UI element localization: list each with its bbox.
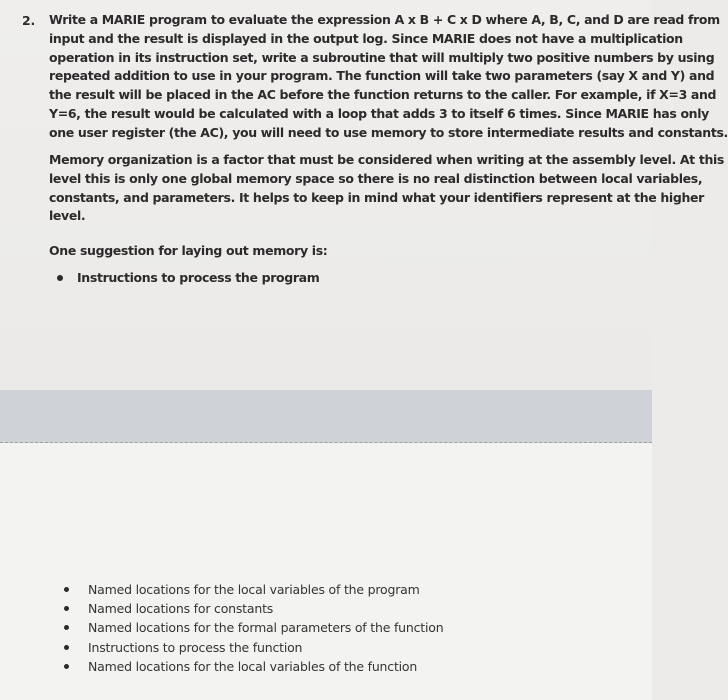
paragraph-line: the result will be placed in the AC before the function returns to the caller. For example, if X=3 and — [49, 87, 717, 103]
paragraph-line: constants, and parameters. It helps to keep in mind what your identifiers represent at the higher — [49, 189, 704, 205]
gray-separator-band — [0, 390, 652, 443]
list-item — [64, 657, 624, 676]
top-bullet-list — [57, 268, 617, 288]
paragraph-line: one user register (the AC), you will need to use memory to store intermediate results and constants. — [49, 124, 728, 140]
list-item-label: Named locations for the local variables of the function — [88, 658, 418, 674]
list-item — [64, 638, 624, 657]
list-item-label: Instructions to process the program — [77, 270, 320, 285]
suggestion-text — [49, 242, 629, 261]
list-item — [64, 580, 624, 599]
bullet-icon — [64, 645, 69, 650]
bullet-icon — [57, 275, 63, 281]
bullet-icon — [64, 664, 69, 669]
bullet-icon — [64, 606, 69, 611]
question-number: 2. — [22, 13, 36, 28]
paragraph-line: Memory organization is a factor that must be considered when writing at the assembly level. At this — [49, 152, 725, 167]
bullet-icon — [64, 587, 69, 592]
bullet-icon — [64, 625, 69, 630]
list-item-label: Named locations for the local variables of the program — [88, 582, 420, 597]
paragraph-line: level this is only one global memory space so there is no real distinction between local variables, — [49, 170, 703, 186]
paragraph-line: repeated addition to use in your program. The function will take two parameters (say X and Y) and — [49, 68, 715, 84]
list-item-label: Named locations for constants — [88, 601, 274, 617]
list-item-label: Instructions to process the function — [88, 639, 303, 655]
paragraph-line: Y=6, the result would be calculated with a loop that adds 3 to itself 6 times. Since MARIE has only — [49, 105, 709, 121]
paragraph-line: input and the result is displayed in the output log. Since MARIE does not have a multiplication — [49, 30, 683, 46]
problem-paragraph — [49, 11, 728, 143]
list-item-label: Named locations for the formal parameters of the function — [88, 620, 444, 636]
suggestion-line: One suggestion for laying out memory is: — [49, 243, 328, 258]
memory-organization-paragraph — [49, 151, 725, 226]
paragraph-line: level. — [49, 208, 86, 224]
bottom-bullet-list — [64, 580, 624, 676]
list-item — [64, 618, 624, 637]
paragraph-line: Write a MARIE program to evaluate the expression A x B + C x D where A, B, C, and D are read from — [49, 12, 720, 27]
paragraph-line: operation in its instruction set, write a subroutine that will multiply two positive numbers by using — [49, 49, 715, 65]
list-item — [57, 268, 617, 288]
list-item — [64, 599, 624, 618]
